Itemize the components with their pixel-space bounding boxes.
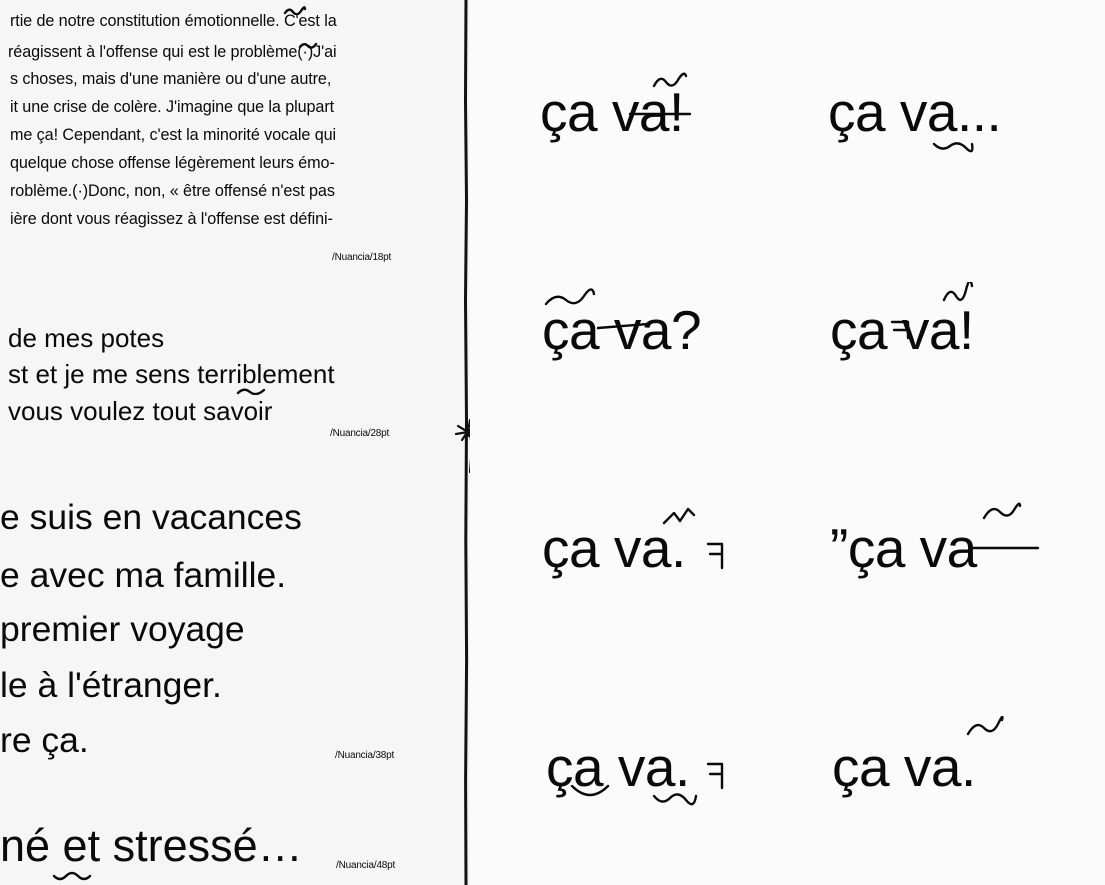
wave-underline-mark (52, 870, 92, 882)
font-size-caption: /Nuancia/48pt (336, 860, 396, 871)
strike-dash-mark (970, 542, 1040, 554)
tilde-mark (650, 70, 690, 90)
text-line: de mes potes (8, 323, 165, 353)
font-size-caption: /Nuancia/38pt (335, 750, 395, 761)
right-page (470, 0, 1105, 885)
text-line: it une crise de colère. J'imagine que la plupart (10, 98, 335, 116)
tilde-mark (298, 40, 318, 49)
font-size-caption: /Nuancia/28pt (330, 428, 390, 439)
text-line: re ça. (0, 720, 89, 760)
specimen-ca-va: ça va! (540, 81, 684, 143)
text-line: e avec ma famille. (0, 555, 287, 595)
wave-underline-mark (650, 790, 698, 808)
tilde-mark (236, 385, 268, 395)
specimen-ca-va: ça va. (546, 736, 690, 798)
tilde-mark (283, 5, 307, 15)
zigzag-mark (660, 505, 700, 527)
text-line: vous voulez tout savoir (8, 396, 273, 426)
text-line: me ça! Cependant, c'est la minorité vocale qui (10, 126, 337, 144)
text-line: né et stressé… (0, 820, 303, 871)
text-line: ière dont vous réagissez à l'offense est défini- (10, 210, 333, 228)
text-line: e suis en vacances (0, 497, 302, 537)
tilde-mark (542, 288, 598, 308)
text-line: rtie de notre constitution émotionnelle. C'est la (10, 12, 337, 30)
tilde-mark (980, 500, 1022, 522)
hook-mark (706, 540, 726, 570)
text-line: st et je me sens terriblement (8, 359, 335, 389)
specimen-ca-va: ça va? (542, 299, 702, 361)
text-line: s choses, mais d'une manière ou d'une autre, (10, 70, 332, 88)
hook-mark (890, 318, 912, 340)
specimen-ca-va: ça va! (830, 299, 974, 361)
text-line: premier voyage (0, 609, 245, 649)
text-line: le à l'étranger. (0, 665, 222, 705)
text-line: réagissent à l'offense qui est le problème(·)J'ai (8, 43, 337, 61)
specimen-ca-va: ça va... (828, 81, 1002, 143)
font-size-caption: /Nuancia/18pt (332, 252, 392, 263)
specimen-ca-va: ”ça va (830, 517, 977, 579)
wave-underline-mark (932, 140, 974, 154)
strike-dash-mark (628, 108, 692, 120)
smile-underline-mark (568, 782, 612, 802)
specimen-ca-va: ça va. (542, 517, 686, 579)
text-line: quelque chose offense légèrement leurs émo- (10, 154, 335, 172)
tilde-mark (964, 716, 1004, 738)
specimen-ca-va: ça va. (832, 736, 976, 798)
left-page (0, 0, 468, 885)
hook-mark (706, 760, 726, 790)
tilde-mark (940, 282, 974, 304)
text-line: roblème.(·)Donc, non, « être offensé n'est pas (10, 182, 335, 200)
strike-dash-mark (596, 320, 650, 332)
